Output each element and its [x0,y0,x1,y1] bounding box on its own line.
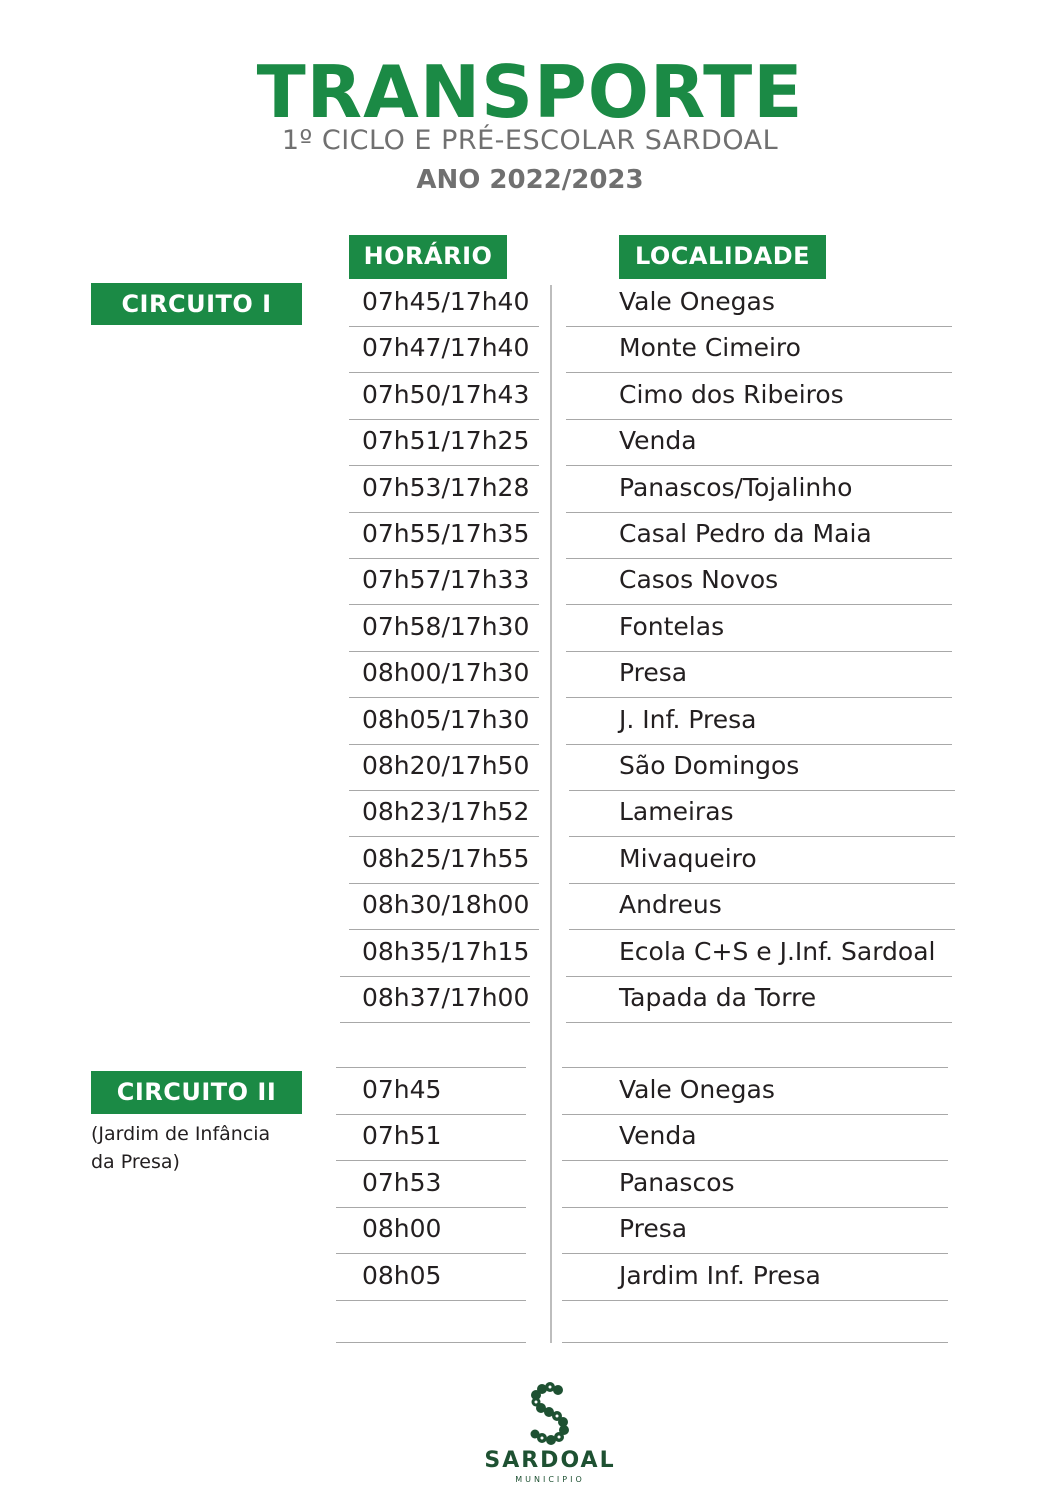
schedule-time: 07h45/17h40 [362,287,530,316]
row-divider [566,651,952,652]
row-divider [562,1300,948,1301]
schedule-time: 07h55/17h35 [362,519,530,548]
schedule-location: Vale Onegas [619,287,775,316]
schedule-location: Monte Cimeiro [619,333,801,362]
circuit-2-note-line-1: (Jardim de Infância [91,1123,271,1145]
schedule-time: 08h35/17h15 [362,937,530,966]
circuit-1-label: CIRCUITO I [91,283,302,325]
row-divider [349,419,539,420]
schedule-location: Vale Onegas [619,1075,775,1104]
schedule-location: Andreus [619,890,722,919]
row-divider [569,790,955,791]
row-divider [566,697,952,698]
row-divider [336,1253,526,1254]
row-divider [566,465,952,466]
schedule-time: 07h58/17h30 [362,612,530,641]
row-divider [349,326,539,327]
row-divider [349,883,539,884]
schedule-time: 08h23/17h52 [362,797,530,826]
sardoal-s-emblem-icon [470,1380,630,1448]
schedule-time: 07h50/17h43 [362,380,530,409]
row-divider [569,836,955,837]
schedule-time: 07h47/17h40 [362,333,530,362]
row-divider [566,976,952,977]
row-divider [562,1253,948,1254]
row-divider [349,604,539,605]
schedule-location: Lameiras [619,797,734,826]
schedule-time: 08h00/17h30 [362,658,530,687]
row-divider [349,929,539,930]
schedule-location: Cimo dos Ribeiros [619,380,844,409]
circuit-2-label: CIRCUITO II [91,1071,302,1114]
schedule-location: Panascos/Tojalinho [619,473,853,502]
schedule-time: 07h57/17h33 [362,565,530,594]
schedule-time: 07h45 [362,1075,442,1104]
row-divider [562,1342,948,1343]
circuit-2-note [91,1120,321,1176]
row-divider [566,604,952,605]
schedule-location: São Domingos [619,751,800,780]
row-divider [349,465,539,466]
circuit-2-note-line-2: da Presa) [91,1151,180,1173]
row-divider [349,744,539,745]
schedule-location: Venda [619,1121,697,1150]
column-divider [550,285,552,1343]
schedule-location: Panascos [619,1168,735,1197]
column-header-horario: HORÁRIO [349,235,507,279]
row-divider [336,1300,526,1301]
schedule-time: 08h37/17h00 [362,983,530,1012]
schedule-location: Casos Novos [619,565,779,594]
schedule-time: 07h51/17h25 [362,426,530,455]
schedule-time: 07h51 [362,1121,442,1150]
municipality-logo [470,1380,630,1490]
row-divider [566,1022,952,1023]
row-divider [340,976,530,977]
row-divider [562,1207,948,1208]
schedule-time: 08h20/17h50 [362,751,530,780]
row-divider [336,1160,526,1161]
row-divider [349,651,539,652]
schedule-location: Fontelas [619,612,725,641]
row-divider [349,512,539,513]
row-divider [336,1067,526,1068]
schedule-location: Jardim Inf. Presa [619,1261,821,1290]
row-divider [566,372,952,373]
row-divider [566,419,952,420]
schedule-time: 08h05/17h30 [362,705,530,734]
row-divider [562,1114,948,1115]
row-divider [569,929,955,930]
row-divider [349,697,539,698]
row-divider [340,1022,530,1023]
schedule-location: Tapada da Torre [619,983,817,1012]
column-header-localidade: LOCALIDADE [619,235,826,279]
row-divider [569,883,955,884]
row-divider [336,1342,526,1343]
page-subtitle: 1º CICLO E PRÉ-ESCOLAR SARDOAL [281,125,779,156]
schedule-time: 07h53 [362,1168,442,1197]
schedule-location: Presa [619,658,688,687]
row-divider [566,558,952,559]
schedule-time: 08h30/18h00 [362,890,530,919]
row-divider [336,1114,526,1115]
row-divider [566,512,952,513]
schedule-time: 07h53/17h28 [362,473,530,502]
row-divider [349,836,539,837]
row-divider [349,790,539,791]
logo-name: SARDOAL [484,1448,616,1473]
row-divider [349,558,539,559]
schedule-location: Presa [619,1214,688,1243]
row-divider [336,1207,526,1208]
school-year: ANO 2022/2023 [416,165,644,195]
row-divider [566,744,952,745]
schedule-time: 08h05 [362,1261,442,1290]
row-divider [562,1160,948,1161]
schedule-location: Casal Pedro da Maia [619,519,872,548]
page-title: TRANSPORTE [256,50,804,134]
logo-subtitle: MUNICIPIO [515,1475,585,1484]
row-divider [349,372,539,373]
row-divider [562,1067,948,1068]
schedule-location: Mivaqueiro [619,844,757,873]
schedule-location: Venda [619,426,697,455]
schedule-location: J. Inf. Presa [619,705,757,734]
schedule-time: 08h25/17h55 [362,844,530,873]
schedule-location: Ecola C+S e J.Inf. Sardoal [619,937,936,966]
row-divider [566,326,952,327]
schedule-time: 08h00 [362,1214,442,1243]
